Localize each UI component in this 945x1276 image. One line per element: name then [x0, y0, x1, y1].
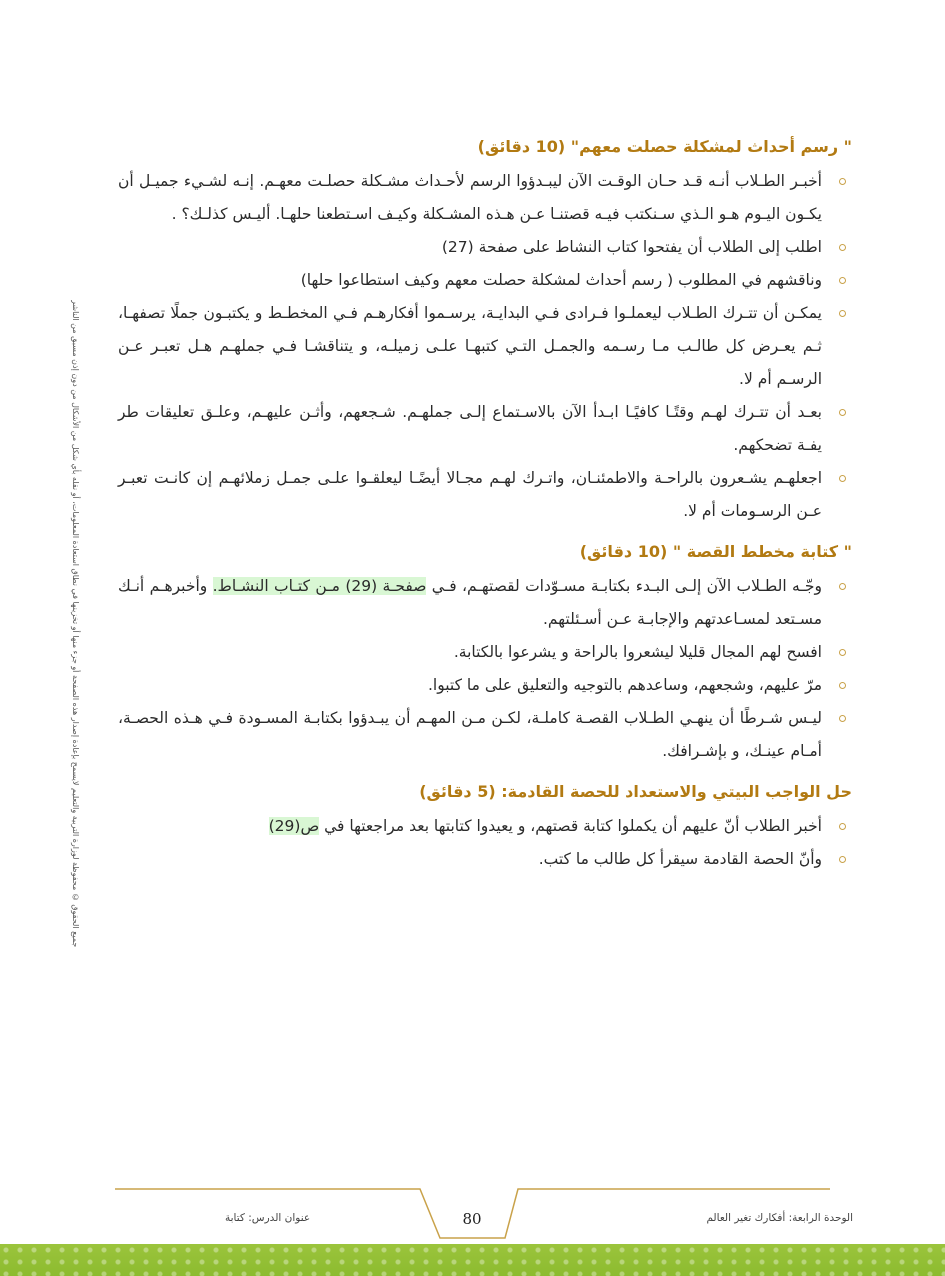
circle-bullet-icon	[839, 856, 846, 863]
circle-bullet-icon	[839, 310, 846, 317]
circle-bullet-icon	[839, 244, 846, 251]
bullet-list	[118, 165, 852, 528]
list-item: وناقشهم في المطلوب ( رسم أحداث لمشكلة حصلت معهم وكيف استطاعوا حلها)	[118, 264, 852, 297]
section-drawing-events	[118, 133, 852, 528]
circle-bullet-icon	[839, 682, 846, 689]
list-item: يمكـن أن تتـرك الطـلاب ليعملـوا فـرادى فـي البدايـة، يرسـموا أفكارهـم فـي المخطـط و يكتبـون جملًا تصفهـا، ثـم يعـرض كل طالـب مـا رسـمه والجمـل التـي كتبهـا علـى زميلـه، و يتناقشـا فـي جملهـم هـل تعبـر عـن الرسـم أم لا.	[118, 297, 852, 396]
list-item: بعـد أن تتـرك لهـم وقتًـا كافيًـا ابـدأ الآن بالاسـتماع إلـى جملهـم. شـجعهم، وأثـن عليهـم، وعلـق تعليقات طر يفـة تضحكهم.	[118, 396, 852, 462]
circle-bullet-icon	[839, 178, 846, 185]
section-heading: " رسم أحداث لمشكلة حصلت معهم" (10 دقائق)	[477, 137, 852, 156]
circle-bullet-icon	[839, 277, 846, 284]
bullet-list	[118, 810, 852, 876]
circle-bullet-icon	[839, 823, 846, 830]
lesson-title: عنوان الدرس: كتابة	[225, 1212, 311, 1224]
unit-title: الوحدة الرابعة: أفكارك تغير العالم	[706, 1212, 853, 1224]
list-item: افسح لهم المجال قليلا ليشعروا بالراحة و يشرعوا بالكتابة.	[118, 636, 852, 669]
section-heading: حل الواجب البيتي والاستعداد للحصة القادمة: (5 دقائق)	[419, 782, 852, 801]
section-heading: " كتابة مخطط القصة " (10 دقائق)	[579, 542, 852, 561]
list-item: ليـس شـرطًا أن ينهـي الطـلاب القصـة كاملـة، لكـن مـن المهـم أن يبـدؤوا بكتابـة المسـودة فـي هـذه الحصـة، أمـام عينـك، و بإشـرافك.	[118, 702, 852, 768]
decorative-green-bar	[0, 1244, 945, 1276]
list-item: أخبر الطلاب أنّ عليهم أن يكملوا كتابة قصتهم، و يعيدوا كتابتها بعد مراجعتها في ص(29)	[118, 810, 852, 843]
circle-bullet-icon	[839, 583, 846, 590]
list-item: اجعلهـم يشـعرون بالراحـة والاطمئنـان، واتـرك لهـم مجـالا أيضًـا ليعلقـوا علـى جمـل زملائهـم إن كانـت تعبـر عـن الرسـومات أم لا.	[118, 462, 852, 528]
highlighted-text: صفحـة (29) مـن كتـاب النشـاط.	[212, 577, 427, 595]
circle-bullet-icon	[839, 649, 846, 656]
lesson-content	[118, 133, 852, 886]
circle-bullet-icon	[839, 475, 846, 482]
copyright-sidebar: جميع الحقوق © محفوظة لوزارة التربية والتعليم لايسمح بإعادة إصدار هذه الصفحة أو جزء منها أو تخزينها في نطاق استعادة المعلومات، أو نقله بأي شكل من الأشكال من دون إذن مسبق من الناشر	[71, 300, 80, 948]
list-item: وجّـه الطـلاب الآن إلـى البـدء بكتابـة مسـوّدات لقصتهـم، فـي صفحـة (29) مـن كتـاب النشـاط. وأخبرهـم أنـك مسـتعد لمسـاعدتهم والإجابـة عـن أسـئلتهم.	[118, 570, 852, 636]
list-item: مرّ عليهم، وشجعهم، وساعدهم بالتوجيه والتعليق على ما كتبوا.	[118, 669, 852, 702]
section-story-outline	[118, 538, 852, 768]
bullet-list	[118, 570, 852, 768]
list-item: اطلب إلى الطلاب أن يفتحوا كتاب النشاط على صفحة (27)	[118, 231, 852, 264]
highlighted-text: ص(29)	[268, 817, 320, 835]
page-number: 80	[462, 1210, 482, 1228]
circle-bullet-icon	[839, 409, 846, 416]
section-homework	[118, 778, 852, 876]
list-item: أخبـر الطـلاب أنـه قـد حـان الوقـت الآن ليبـدؤوا الرسم لأحـداث مشـكلة حصلـت معهـم. إنـه لشـيء جميـل أن يكـون اليـوم هـو الـذي سـنكتب فيـه قصتنـا عـن هـذه المشـكلة وكيـف اسـتطعنا حلهـا. أليـس كذلـك؟ .	[118, 165, 852, 231]
circle-bullet-icon	[839, 715, 846, 722]
list-item: وأنّ الحصة القادمة سيقرأ كل طالب ما كتب.	[118, 843, 852, 876]
